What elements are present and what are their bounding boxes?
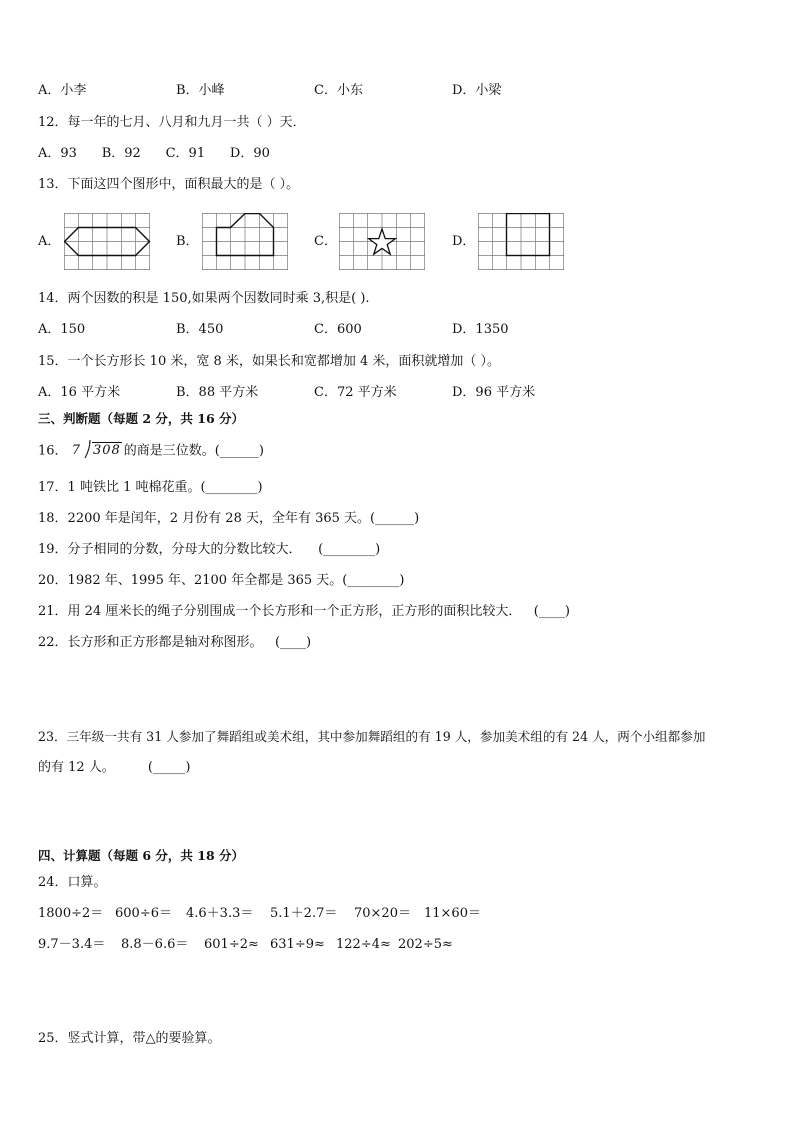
- oral-calc-item: 600÷6＝: [115, 906, 172, 921]
- q14-option-a: A．150: [38, 322, 86, 337]
- q16-number: 16．: [38, 443, 68, 459]
- oral-calc-item: 1800÷2＝: [38, 906, 104, 921]
- oral-calc-item: 4.6＋3.3＝: [186, 906, 254, 921]
- q15-stem: 15．一个长方形长 10 米，宽 8 米，如果长和宽都增加 4 米，面积就增加（ ）。: [38, 354, 501, 369]
- oral-calc-item: 11×60＝: [424, 906, 481, 921]
- q21: 21．用 24 厘米长的绳子分别围成一个长方形和一个正方形，正方形的面积比较大． (____): [38, 604, 570, 619]
- q13-label-d: D．: [452, 234, 476, 249]
- q23-line-2: 的有 12 人。 (_____): [38, 760, 191, 775]
- q16-dividend: 308: [92, 443, 121, 458]
- q18: 18．2200 年是闰年，2 月份有 28 天，全年有 365 天。(______): [38, 511, 420, 526]
- q13-label-a: A．: [38, 234, 61, 249]
- q15-option-c: C．72 平方米: [314, 385, 397, 400]
- division-bracket-icon: [84, 439, 92, 459]
- q12-options: A．93 B．92 C．91 D．90: [38, 146, 270, 161]
- q14-stem: 14．两个因数的积是 150,如果两个因数同时乘 3,积是( ).: [38, 291, 370, 306]
- long-division-symbol: [72, 440, 122, 462]
- q19: 19．分子相同的分数，分母大的分数比较大． (________): [38, 542, 381, 557]
- section-4-heading: 四、计算题（每题 6 分，共 18 分）: [38, 848, 245, 863]
- q22: 22．长方形和正方形都是轴对称图形。 (____): [38, 635, 312, 650]
- q11-option-c: C．小东: [314, 83, 363, 98]
- q13-label-c: C．: [314, 234, 337, 249]
- q14-option-d: D．1350: [452, 322, 509, 337]
- q13-figure-a-hexagon: [64, 213, 152, 271]
- oral-calc-item: 5.1＋2.7＝: [270, 906, 338, 921]
- q13-label-b: B．: [176, 234, 199, 249]
- q14-option-c: C．600: [314, 322, 362, 337]
- q23-line-1: 23．三年级一共有 31 人参加了舞蹈组或美术组，其中参加舞蹈组的有 19 人，参加美术组的有 24 人，两个小组都参加: [38, 729, 706, 744]
- q20: 20．1982 年、1995 年、2100 年全都是 365 天。(________): [38, 573, 405, 588]
- oral-calc-item: 70×20＝: [354, 906, 411, 921]
- q15-option-b: B．88 平方米: [176, 385, 259, 400]
- q11-option-d: D．小梁: [452, 83, 502, 98]
- q13-figure-c-star: [339, 213, 427, 271]
- oral-calc-item: 8.8－6.6＝: [121, 937, 189, 952]
- q16-divisor: 7: [71, 443, 80, 458]
- q14-option-b: B．450: [176, 322, 224, 337]
- q11-option-a: A．小李: [38, 83, 87, 98]
- oral-calc-item: 122÷4≈: [336, 937, 391, 952]
- q12-stem: 12．每一年的七月、八月和九月一共（ ）天．: [38, 115, 306, 130]
- q11-option-b: B．小峰: [176, 83, 225, 98]
- q17: 17．1 吨铁比 1 吨棉花重。(________): [38, 480, 263, 495]
- q13-figure-d-rectangle: [478, 213, 566, 271]
- q15-option-a: A．16 平方米: [38, 385, 121, 400]
- q15-option-d: D．96 平方米: [452, 385, 536, 400]
- oral-calc-item: 601÷2≈: [204, 937, 259, 952]
- oral-calc-item: 9.7－3.4＝: [38, 937, 106, 952]
- q16-text: 的商是三位数。(______): [123, 443, 264, 459]
- oral-calc-item: 202÷5≈: [398, 937, 453, 952]
- section-3-heading: 三、判断题（每题 2 分，共 16 分）: [38, 411, 245, 426]
- q16: [38, 440, 264, 463]
- oral-calc-item: 631÷9≈: [270, 937, 325, 952]
- q24-stem: 24．口算。: [38, 875, 107, 890]
- q25-stem: 25．竖式计算，带△的要验算。: [38, 1031, 221, 1046]
- q13-stem: 13．下面这四个图形中，面积最大的是（ ）。: [38, 177, 300, 192]
- q13-figure-b-house-shape: [202, 213, 290, 271]
